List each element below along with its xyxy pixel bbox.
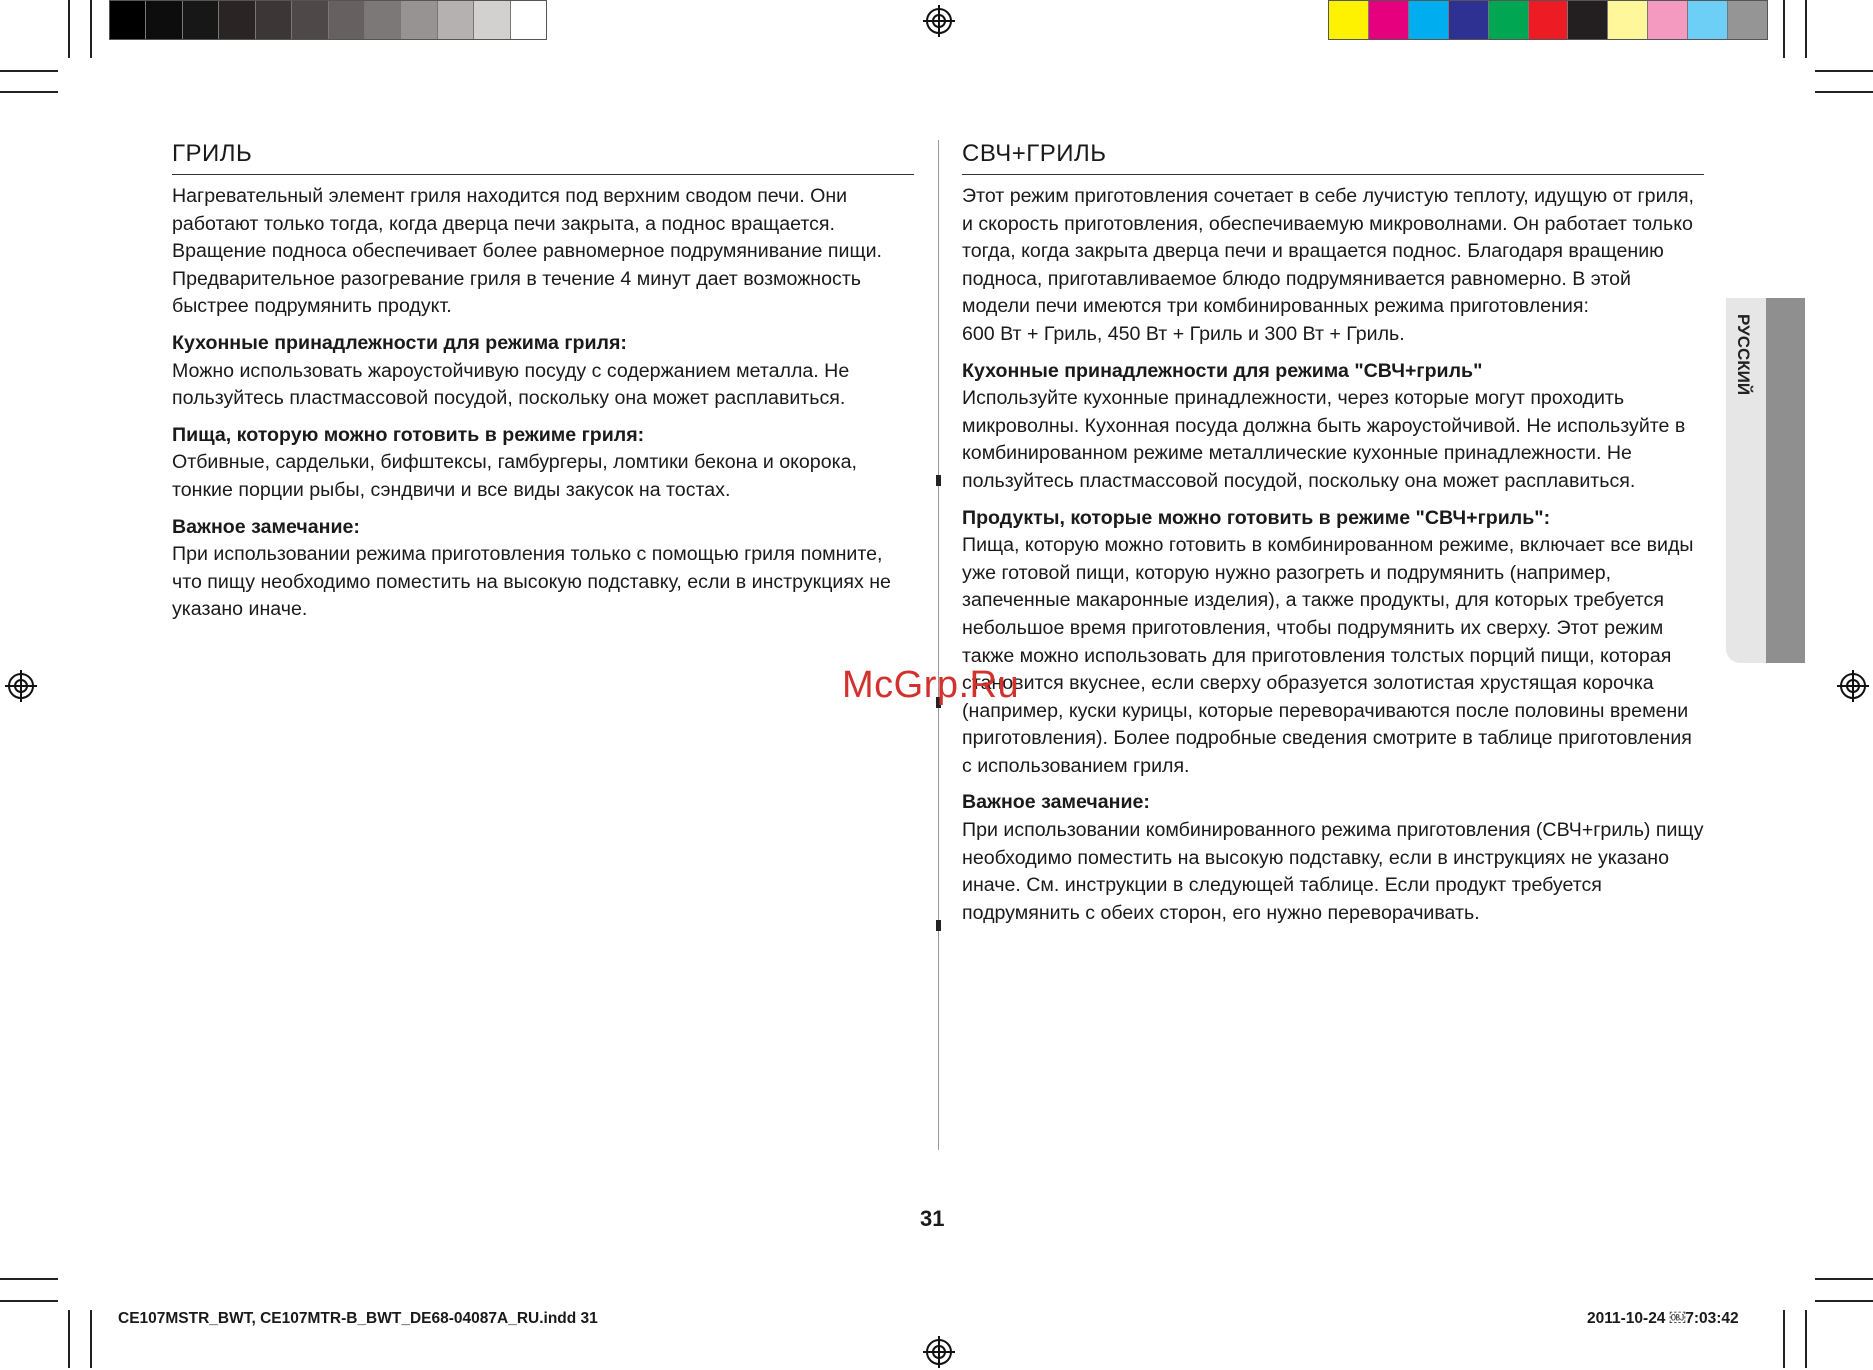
page-number: 31	[920, 1206, 945, 1231]
crop-mark	[1783, 0, 1785, 58]
crop-mark	[68, 1310, 70, 1368]
gray-swatch	[511, 1, 546, 39]
crop-mark	[1815, 1300, 1873, 1302]
color-swatch	[1409, 1, 1449, 39]
combi-food-text: Пища, которую можно готовить в комбинированном режиме, включает все виды уже готовой пищи, которую нужно разогреть и подрумянить (например, запеченные макаронные изделия), а также продукты, для которых требуется небольшое время приготовления, чтобы подрумянить их сверху. Этот режим также можно использовать для приготовления толстых порций пищи, которая становится вкуснее, если сверху образуется золотистая хрустящая корочка (например, куски курицы, которые переворачиваются после половины времени приготовления). Более подробные сведения смотрите в таблице приготовления с использованием гриля.	[962, 534, 1694, 777]
footer-filename: CE107MSTR_BWT, CE107MTR-B_BWT_DE68-04087A_RU.indd 31	[118, 1310, 598, 1327]
color-swatch	[1728, 1, 1767, 39]
combi-note-text: При использовании комбинированного режима приготовления (СВЧ+гриль) пищу необходимо поместить на высокую подставку, если в инструкциях не указано иначе. См. инструкции в следующей таблице. Если продукт требуется подрумянить с обеих сторон, его нужно переворачивать.	[962, 819, 1704, 924]
color-swatch	[1489, 1, 1529, 39]
crop-mark	[90, 0, 92, 58]
color-calibration-bar	[1328, 0, 1768, 40]
crop-mark	[1783, 1310, 1785, 1368]
divider-tick	[936, 920, 941, 931]
gray-swatch	[146, 1, 182, 39]
combi-intro: Этот режим приготовления сочетает в себе лучистую теплоту, идущую от гриля, и скорость приготовления, обеспечиваемую микроволнами. Он работает только тогда, когда закрыта дверца печи и вращается поднос. Благодаря вращению подноса, приготавливаемое блюдо подрумянивается равномерно. В этой модели печи имеются три комбинированных режима приготовления:	[962, 185, 1694, 318]
crop-mark	[68, 0, 70, 58]
language-tab-edge	[1766, 298, 1805, 663]
grill-note-text: При использовании режима приготовления только с помощью гриля помните, что пищу необходимо поместить на высокую подставку, если в инструкциях не указано иначе.	[172, 543, 891, 621]
crop-mark	[0, 91, 58, 93]
color-swatch	[1608, 1, 1648, 39]
grill-accessories-heading: Кухонные принадлежности для режима гриля:	[172, 331, 627, 354]
combi-accessories-block	[962, 358, 1704, 496]
combi-modes: 600 Вт + Гриль, 450 Вт + Гриль и 300 Вт + Гриль.	[962, 322, 1405, 345]
grill-food-heading: Пища, которую можно готовить в режиме гриля:	[172, 423, 645, 446]
crop-mark	[1805, 1310, 1807, 1368]
gray-swatch	[110, 1, 146, 39]
color-swatch	[1369, 1, 1409, 39]
combi-note-heading: Важное замечание:	[962, 791, 1150, 814]
registration-mark-icon	[922, 4, 956, 38]
gray-swatch	[474, 1, 510, 39]
gray-swatch	[329, 1, 365, 39]
grill-section	[172, 140, 914, 633]
grill-note-block	[172, 514, 914, 624]
color-swatch	[1688, 1, 1728, 39]
registration-mark-icon	[1836, 669, 1870, 703]
crop-mark	[1805, 0, 1807, 58]
section-title-grill: ГРИЛЬ	[172, 140, 914, 175]
language-tab-label: РУССКИЙ	[1734, 314, 1753, 396]
registration-mark-icon	[922, 1335, 956, 1369]
gray-swatch	[219, 1, 255, 39]
footer-timestamp: 2011-10-24 ￼7:03:42	[1587, 1310, 1739, 1327]
crop-mark	[0, 1300, 58, 1302]
grill-food-text: Отбивные, сардельки, бифштексы, гамбургеры, ломтики бекона и окорока, тонкие порции рыбы, сэндвичи и все виды закусок на тостах.	[172, 451, 857, 501]
column-divider	[938, 140, 939, 1150]
combi-food-block	[962, 505, 1704, 781]
gray-swatch	[365, 1, 401, 39]
gray-swatch	[183, 1, 219, 39]
crop-mark	[1815, 1278, 1873, 1280]
combi-grill-section	[962, 140, 1704, 936]
gray-calibration-bar	[109, 0, 547, 40]
divider-tick	[936, 475, 941, 486]
section-title-combi-grill: СВЧ+ГРИЛЬ	[962, 140, 1704, 175]
color-swatch	[1449, 1, 1489, 39]
combi-intro-block	[962, 183, 1704, 349]
combi-accessories-heading: Кухонные принадлежности для режима "СВЧ+гриль"	[962, 359, 1483, 382]
crop-mark	[0, 70, 58, 72]
gray-swatch	[401, 1, 437, 39]
combi-note-block	[962, 789, 1704, 927]
grill-note-heading: Важное замечание:	[172, 515, 360, 538]
watermark: McGrp.Ru	[842, 664, 1020, 706]
grill-accessories-block	[172, 330, 914, 413]
color-swatch	[1648, 1, 1688, 39]
gray-swatch	[438, 1, 474, 39]
crop-mark	[0, 1278, 58, 1280]
gray-swatch	[292, 1, 328, 39]
crop-mark	[90, 1310, 92, 1368]
grill-food-block	[172, 422, 914, 505]
grill-intro: Нагревательный элемент гриля находится под верхним сводом печи. Они работают только тогда, когда дверца печи закрыта, а поднос вращается. Вращение подноса обеспечивает более равномерное подрумянивание пищи. Предварительное разогревание гриля в течение 4 минут дает возможность быстрее подрумянить продукт.	[172, 185, 882, 318]
grill-accessories-text: Можно использовать жароустойчивую посуду с содержанием металла. Не пользуйтесь пластмассовой посудой, поскольку она может расплавиться.	[172, 359, 850, 410]
gray-swatch	[256, 1, 292, 39]
color-swatch	[1329, 1, 1369, 39]
combi-accessories-text: Используйте кухонные принадлежности, через которые могут проходить микроволны. Кухонная посуда должна быть жароустойчивой. Не используйте в комбинированном режиме металлические кухонные принадлежности. Не пользуйтесь пластмассовой посудой, поскольку она может расплавиться.	[962, 387, 1686, 492]
crop-mark	[1815, 91, 1873, 93]
combi-food-heading: Продукты, которые можно готовить в режиме "СВЧ+гриль":	[962, 506, 1551, 529]
color-swatch	[1568, 1, 1608, 39]
color-swatch	[1529, 1, 1569, 39]
registration-mark-icon	[4, 669, 38, 703]
crop-mark	[1815, 70, 1873, 72]
